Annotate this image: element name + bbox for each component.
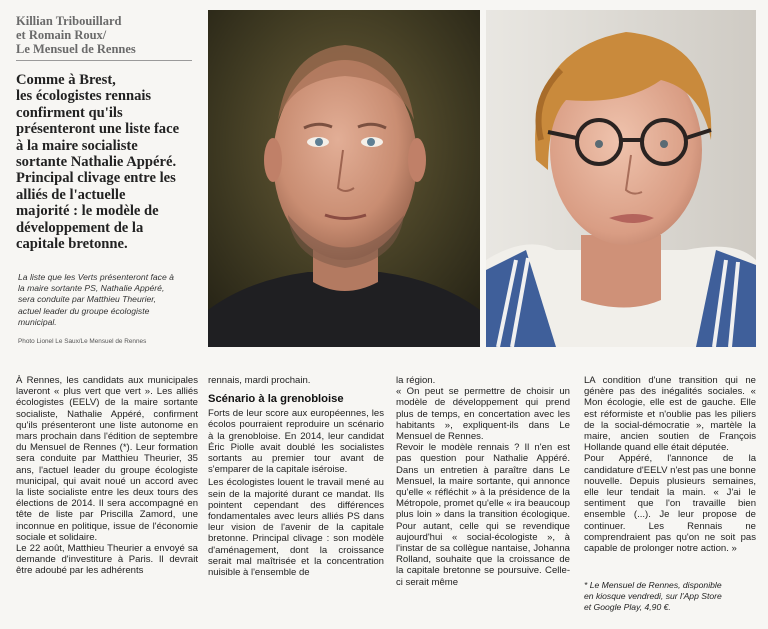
photo-caption: La liste que les Verts présenteront face à la maire sortante PS, Nathalie Appéré, sera conduite par Matthieu Theurier, actuel leader du groupe écologiste municipal. bbox=[18, 272, 174, 327]
paragraph: Les écologistes louent le travail mené au sein de la majorité durant ce mandat. Ils pointent cependant des différences fondamentales avec leurs alliés PS dans leur vision de l'avenir de la capitale bretonne. Principal clivage : son modèle d'aménagement, dont la croissance serait mal maîtrisée et la concentration nuisible à l'ensemble de bbox=[208, 477, 384, 579]
paragraph: Revoir le modèle rennais ? Il n'en est pas question pour Nathalie Appéré. Dans un entretien à paraître dans Le Mensuel, la maire sortante, qui annonce qu'elle « réfléchit » à la présidence de la Métropole, promet qu'elle « ira beaucoup plus loin » dans la transition écologique. Pour autant, celle qui se revendique aujourd'hui « social-écologiste », à l'instar de sa collègue nantaise, Johanna Rolland, souhaite que la croissance de la capitale bretonne se poursuive. Celle-ci serait même bbox=[396, 442, 570, 588]
portrait-photo-woman bbox=[486, 10, 756, 347]
paragraph: la région. bbox=[396, 375, 436, 386]
byline-rule bbox=[16, 60, 192, 61]
paragraph: À Rennes, les candidats aux municipales laveront « plus vert que vert ». Les alliés écologistes (EELV) de la maire sortante socialiste, Nathalie Appéré, confirment qu'ils présenteront une liste autonome en mars prochain dans l'édition de septembre du Mensuel de Rennes (*). Leur formation sera conduite par Matthieu Theurier, 35 ans, l'actuel leader du groupe écologiste municipal, qui avait noué un accord avec la liste socialiste entre les deux tours des élections de 2014. Il sera accompagné en tête de liste par Priscilla Zamord, une inconnue en politique, issue de l'économie sociale et solidaire. bbox=[16, 375, 198, 543]
standfirst: Comme à Brest, les écologistes rennais confirment qu'ils présenteront une liste face à la maire socialiste sortante Nathalie Appéré. Principal clivage entre les alliés de l'actuelle majorité : le modèle de développement de la capitale bretonne. bbox=[16, 72, 180, 253]
paragraph: Forts de leur score aux européennes, les écolos pourraient reproduire un scénario à la grenobloise. En 2014, leur candidat Éric Piolle avait doublé les socialistes sortants au premier tour avant de s'emparer de la capitale iséroise. bbox=[208, 408, 384, 476]
footnote: * Le Mensuel de Rennes, disponible en kiosque vendredi, sur l'App Store et Google Play, 4,90 €. bbox=[584, 580, 722, 612]
paragraph: rennais, mardi prochain. bbox=[208, 375, 311, 386]
byline: Killian Tribouillard et Romain Roux/ Le Mensuel de Rennes bbox=[16, 14, 136, 56]
paragraph: Pour Appéré, l'annonce de la candidature d'EELV n'est pas une bonne nouvelle. Depuis plusieurs semaines, elle leur tendait la main. « J'ai le sentiment que l'on travaille bien ensemble (...). Je leur propose de continuer. Les Rennais ne comprendraient pas qu'on ne soit pas capable de prolonger notre action. » bbox=[584, 453, 756, 555]
paragraph: LA condition d'une transition qui ne génère pas des inégalités sociales. « Mon écologie, elle est de gauche. Elle est réformiste et n'oublie pas les piliers de la social-démocratie », martèle la maire, ancien soutien de François Hollande quand elle était députée. bbox=[584, 375, 756, 454]
photo-credit: Photo Lionel Le Saux/Le Mensuel de Rennes bbox=[18, 338, 147, 345]
subheading: Scénario à la grenobloise bbox=[208, 393, 344, 406]
article-column-1 bbox=[16, 375, 198, 577]
paragraph: Le 22 août, Matthieu Theurier a envoyé sa demande d'investiture à Paris. Il devrait être adoubé par les adhérents bbox=[16, 543, 198, 577]
article-column-2 bbox=[208, 375, 384, 578]
article-column-3 bbox=[396, 375, 570, 588]
article-column-4 bbox=[584, 375, 756, 554]
paragraph: « On peut se permettre de choisir un modèle de développement qui prend plus de temps, en concertation avec les habitants », expliquent-ils dans Le Mensuel de Rennes. bbox=[396, 386, 570, 443]
portrait-photo-man bbox=[208, 10, 480, 347]
